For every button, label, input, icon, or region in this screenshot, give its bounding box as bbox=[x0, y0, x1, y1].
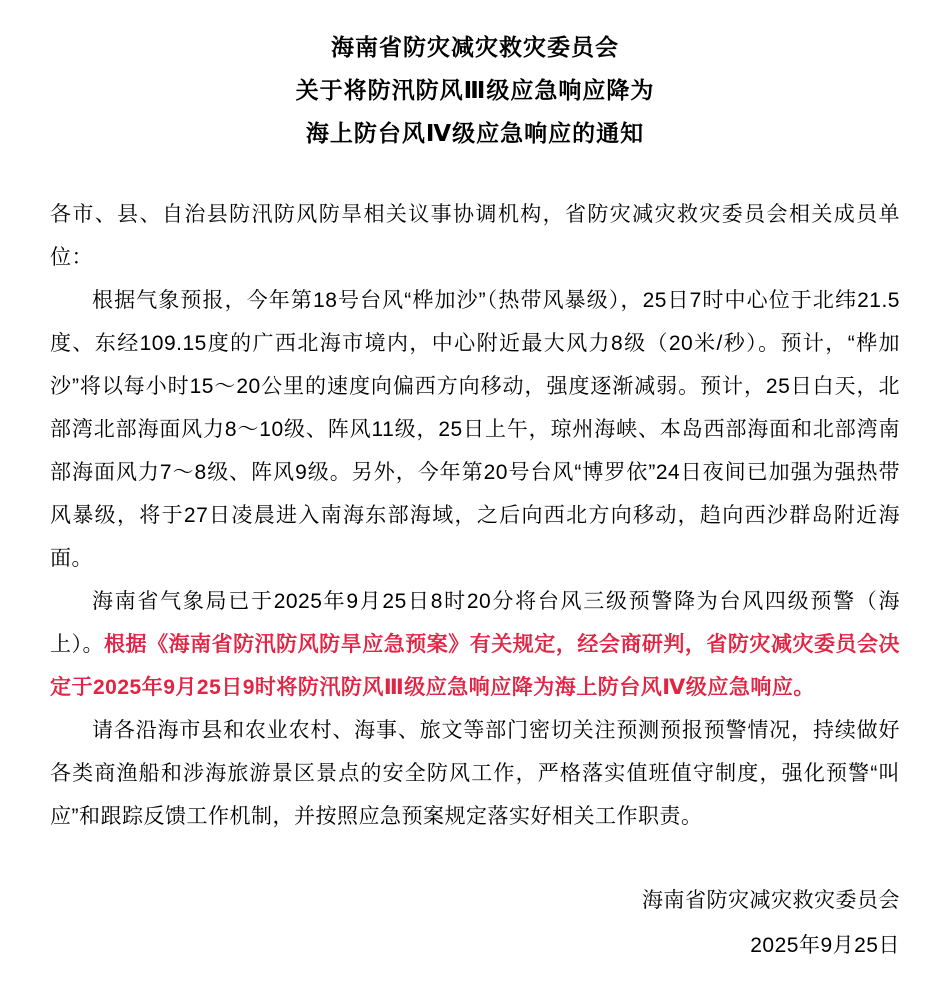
title-line-2: 关于将防汛防风Ⅲ级应急响应降为 bbox=[295, 77, 655, 103]
paragraph-typhoon-forecast bbox=[50, 279, 900, 580]
title-line-1: 海南省防灾减灾救灾委员会 bbox=[331, 34, 619, 60]
document-body bbox=[50, 193, 900, 838]
title-line-3: 海上防台风Ⅳ级应急响应的通知 bbox=[305, 120, 645, 146]
paragraph-response-decision bbox=[50, 580, 900, 709]
emphasized-decision-text: 根据《海南省防汛防风防旱应急预案》有关规定，经会商研判，省防灾减灾委员会决定于2025年9月25日9时将防汛防风Ⅲ级应急响应降为海上防台风Ⅳ级应急响应。 bbox=[50, 633, 901, 699]
paragraph-text: 根据气象预报，今年第18号台风“桦加沙”（热带风暴级），25日7时中心位于北纬21.5度、东经109.15度的广西北海市境内，中心附近最大风力8级（20米/秒）。预计，“桦加沙”将以每小时15～20公里的速度向偏西方向移动，强度逐渐减弱。预计，25日白天，北部湾北部海面风力8～10级、阵风11级，25日上午，琼州海峡、本岛西部海面和北部湾南部海面风力7～8级、阵风9级。另外，今年第20号台风“博罗依”24日夜间已加强为强热带风暴级，将于27日凌晨进入南海东部海域，之后向西北方向移动，趋向西沙群岛附近海面。 bbox=[50, 289, 900, 570]
issue-date: 2025年9月25日 bbox=[750, 934, 900, 957]
signature-block bbox=[50, 878, 900, 968]
paragraph-work-requirements bbox=[50, 709, 900, 838]
paragraph-text: 海南省气象局已于2025年9月25日8时20分将台风三级预警降为台风四级预警（海上）。 bbox=[50, 590, 900, 656]
salutation bbox=[50, 193, 900, 279]
document-title bbox=[50, 26, 900, 155]
paragraph-text: 请各沿海市县和农业农村、海事、旅文等部门密切关注预测预报预警情况，持续做好各类商渔船和涉海旅游景区景点的安全防风工作，严格落实值班值守制度，强化预警“叫应”和跟踪反馈工作机制，并按照应急预案规定落实好相关工作职责。 bbox=[50, 719, 900, 828]
issuer-signature: 海南省防灾减灾救灾委员会 bbox=[642, 889, 900, 912]
salutation-text: 各市、县、自治县防汛防风防旱相关议事协调机构，省防灾减灾救灾委员会相关成员单位： bbox=[50, 203, 900, 269]
